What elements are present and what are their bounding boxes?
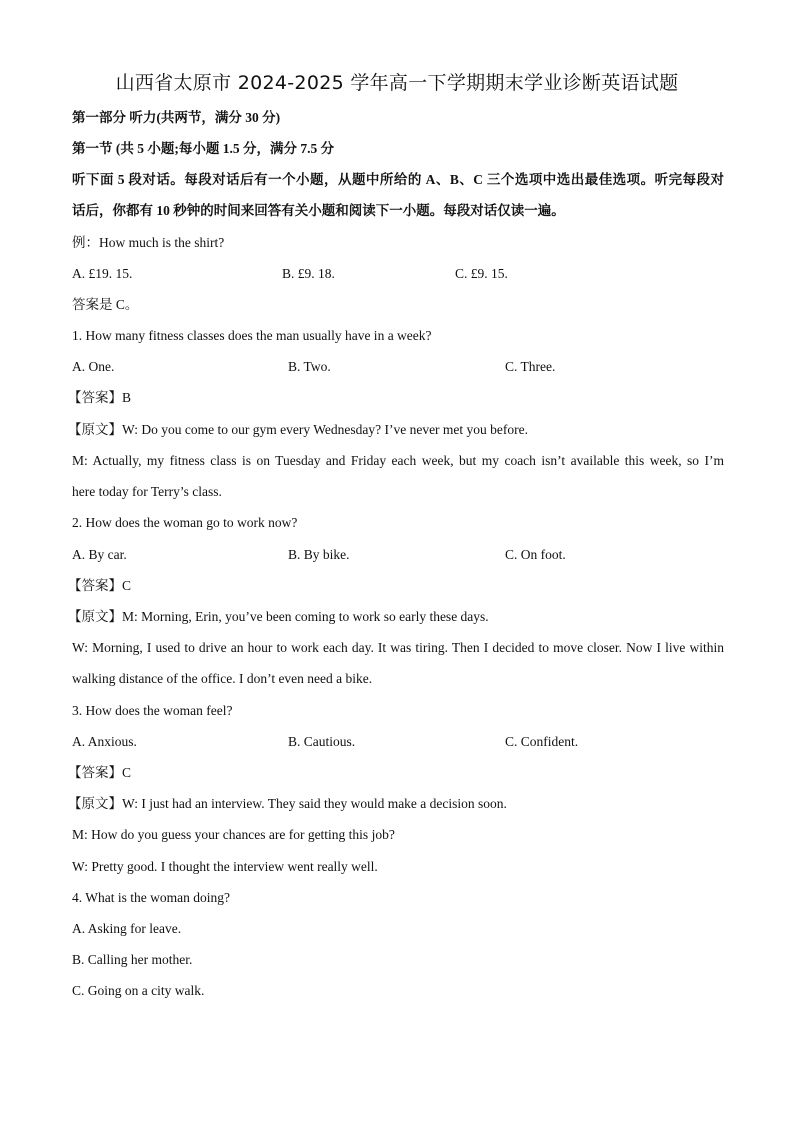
option-b: B. Cautious. bbox=[288, 734, 356, 749]
question-3-transcript-1: 【原文】W: I just had an interview. They said they would make a decision soon. bbox=[68, 796, 507, 811]
question-2-answer: 【答案】C bbox=[68, 578, 132, 593]
question-3-answer: 【答案】C bbox=[68, 765, 132, 780]
option-b: B. Two. bbox=[288, 359, 331, 374]
question-2: 2. How does the woman go to work now? bbox=[72, 515, 298, 530]
question-3-transcript-2: M: How do you guess your chances are for getting this job? bbox=[72, 827, 395, 842]
question-1: 1. How many fitness classes does the man usually have in a week? bbox=[72, 328, 432, 343]
option-c: C. Three. bbox=[505, 359, 556, 374]
question-3: 3. How does the woman feel? bbox=[72, 703, 233, 718]
option-c: C. Confident. bbox=[505, 734, 579, 749]
option-c: C. £9. 15. bbox=[455, 266, 508, 281]
question-4: 4. What is the woman doing? bbox=[72, 890, 230, 905]
option-c: C. On foot. bbox=[505, 547, 566, 562]
question-2-transcript-1: 【原文】M: Morning, Erin, you’ve been coming to work so early these days. bbox=[68, 609, 489, 624]
question-1-transcript-1: 【原文】W: Do you come to our gym every Wednesday? I’ve never met you before. bbox=[68, 422, 529, 437]
instructions-line-1: 听下面 5 段对话。每段对话后有一个小题，从题中所给的 A、B、C 三个选项中选出最佳选项。听完每段对 bbox=[72, 172, 724, 187]
option-b: B. By bike. bbox=[288, 547, 350, 562]
option-a: A. £19. 15. bbox=[72, 266, 133, 281]
question-4-option-a: A. Asking for leave. bbox=[72, 921, 182, 936]
option-a: A. Anxious. bbox=[72, 734, 137, 749]
example-question: 例：How much is the shirt? bbox=[72, 235, 225, 250]
question-1-transcript-3: here today for Terry’s class. bbox=[72, 484, 222, 499]
example-answer: 答案是 C。 bbox=[72, 297, 139, 312]
question-3-transcript-3: W: Pretty good. I thought the interview went really well. bbox=[72, 859, 378, 874]
question-1-answer: 【答案】B bbox=[68, 390, 132, 405]
question-1-transcript-2: M: Actually, my fitness class is on Tuesday and Friday each week, but my coach isn’t available this week, so I’m bbox=[72, 453, 724, 468]
option-a: A. By car. bbox=[72, 547, 127, 562]
question-2-transcript-3: walking distance of the office. I don’t even need a bike. bbox=[72, 671, 373, 686]
page-title: 山西省太原市 2024-2025 学年高一下学期期末学业诊断英语试题 bbox=[115, 72, 679, 94]
section-heading: 第一节 (共 5 小题;每小题 1.5 分，满分 7.5 分 bbox=[72, 141, 335, 156]
question-4-option-b: B. Calling her mother. bbox=[72, 952, 193, 967]
option-b: B. £9. 18. bbox=[282, 266, 335, 281]
question-4-option-c: C. Going on a city walk. bbox=[72, 983, 205, 998]
question-2-transcript-2: W: Morning, I used to drive an hour to work each day. It was tiring. Then I decided to move closer. Now I live within bbox=[72, 640, 724, 655]
instructions-line-2: 话后，你都有 10 秒钟的时间来回答有关小题和阅读下一小题。每段对话仅读一遍。 bbox=[72, 203, 565, 218]
part-heading: 第一部分 听力(共两节，满分 30 分) bbox=[72, 110, 281, 125]
option-a: A. One. bbox=[72, 359, 115, 374]
